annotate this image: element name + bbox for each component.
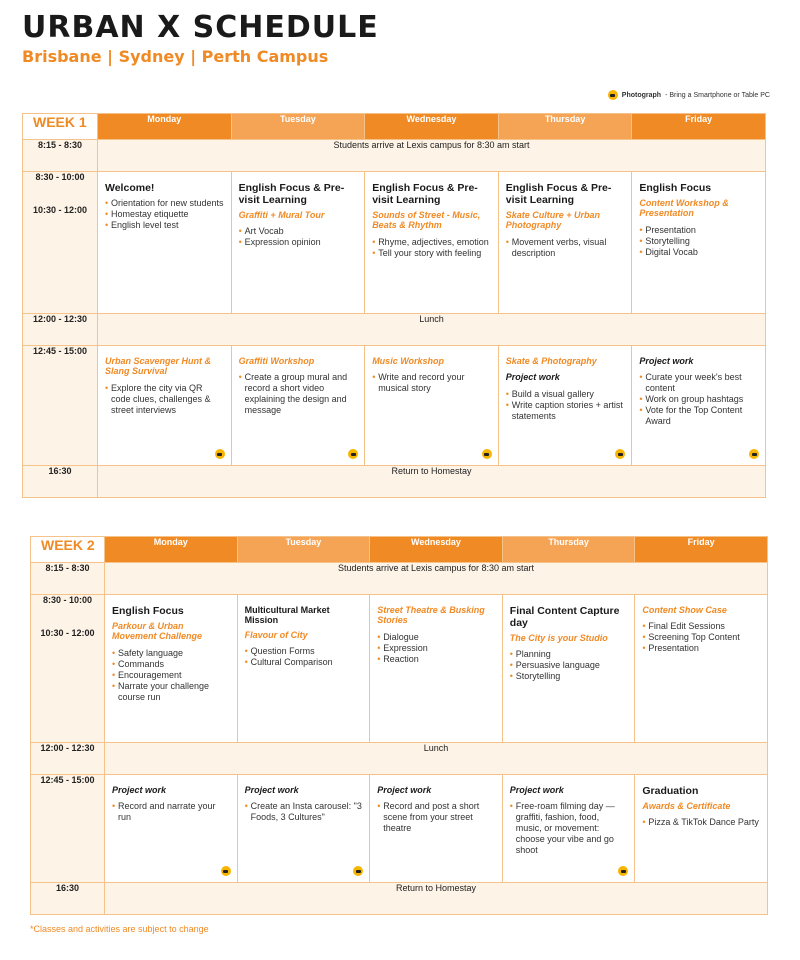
time-slot: 10:30 - 12:00 bbox=[40, 628, 95, 639]
week2-day-tuesday: Tuesday bbox=[237, 537, 370, 563]
cell-title: Welcome! bbox=[105, 182, 155, 194]
week1-return-time: 16:30 bbox=[23, 466, 98, 498]
cell-subtitle: Skate Culture + Urban Photography bbox=[505, 210, 601, 231]
week1-afternoon-cell bbox=[365, 346, 499, 466]
list-item: • Write caption stories + artist statements bbox=[506, 400, 625, 422]
cell-project: Project work bbox=[112, 785, 167, 795]
list-item: • Expression opinion bbox=[239, 237, 358, 248]
week2-label: WEEK 2 bbox=[31, 537, 105, 563]
week1-day-tuesday: Tuesday bbox=[231, 114, 365, 140]
week2-morning-cell bbox=[502, 595, 635, 743]
week2-morning-cell bbox=[635, 595, 768, 743]
week1-morning-cell bbox=[98, 172, 232, 314]
cell-title: English Focus & Pre-visit Learning bbox=[372, 182, 478, 207]
list-item: • Free-roam filming day — graffiti, fashion, food, music, or movement: choose your vibe and go shoot bbox=[510, 801, 628, 856]
week2-arrive-time: 8:15 - 8:30 bbox=[31, 563, 105, 595]
list-item: • Dialogue bbox=[377, 632, 495, 643]
week1-morning-cell bbox=[498, 172, 632, 314]
camera-icon bbox=[482, 449, 492, 459]
list-item: • Orientation for new students bbox=[105, 198, 224, 209]
cell-title: Final Content Capture day bbox=[509, 605, 620, 630]
list-item: • Reaction bbox=[377, 654, 495, 665]
week1-arrive-text: Students arrive at Lexis campus for 8:30 am start bbox=[98, 140, 766, 172]
camera-icon bbox=[618, 866, 628, 876]
week2-afternoon-cell bbox=[237, 775, 370, 883]
week2-morning-cell bbox=[237, 595, 370, 743]
week2-afternoon-cell bbox=[502, 775, 635, 883]
cell-subtitle: Street Theatre & Busking Stories bbox=[377, 605, 485, 626]
cell-subtitle: The City is your Studio bbox=[509, 633, 608, 644]
cell-title: English Focus bbox=[639, 182, 712, 194]
footer-note: *Classes and activities are subject to change bbox=[30, 924, 209, 934]
week1-label: WEEK 1 bbox=[23, 114, 98, 140]
list-item: • Planning bbox=[510, 649, 628, 660]
cell-subtitle: Skate & Photography bbox=[505, 356, 597, 366]
cell-subtitle: Parkour & Urban Movement Challenge bbox=[112, 621, 203, 642]
list-item: • Encouragement bbox=[112, 670, 230, 681]
week2-afternoon-cell bbox=[635, 775, 768, 883]
week2-lunch-text: Lunch bbox=[105, 743, 768, 775]
week2-schedule bbox=[30, 536, 768, 915]
week1-day-thursday: Thursday bbox=[498, 114, 632, 140]
week2-afternoon-cell bbox=[105, 775, 238, 883]
list-item: • Safety language bbox=[112, 648, 230, 659]
list-item: • Work on group hashtags bbox=[639, 394, 758, 405]
list-item: • Narrate your challenge course run bbox=[112, 681, 230, 703]
week1-afternoon-cell bbox=[98, 346, 232, 466]
week1-day-friday: Friday bbox=[632, 114, 766, 140]
cell-title: English Focus & Pre-visit Learning bbox=[238, 182, 345, 207]
week1-schedule bbox=[22, 113, 766, 498]
list-item: • English level test bbox=[105, 220, 224, 231]
legend-label: Photograph bbox=[621, 91, 662, 99]
cell-subtitle: Flavour of City bbox=[244, 629, 308, 640]
list-item: • Movement verbs, visual description bbox=[506, 237, 625, 259]
week1-day-wednesday: Wednesday bbox=[365, 114, 499, 140]
list-item: • Homestay etiquette bbox=[105, 209, 224, 220]
week2-day-friday: Friday bbox=[635, 537, 768, 563]
campus-subtitle: Brisbane | Sydney | Perth Campus bbox=[22, 47, 329, 66]
week2-afternoon-time: 12:45 - 15:00 bbox=[31, 775, 105, 883]
cell-project: Project work bbox=[639, 356, 694, 366]
legend-text: - Bring a Smartphone or Table PC bbox=[665, 91, 770, 99]
week1-return-text: Return to Homestay bbox=[98, 466, 766, 498]
time-slot: 10:30 - 12:00 bbox=[32, 205, 88, 216]
camera-icon bbox=[749, 449, 759, 459]
week1-lunch-time: 12:00 - 12:30 bbox=[23, 314, 98, 346]
week1-morning-time bbox=[23, 172, 98, 314]
cell-subtitle: Graffiti + Mural Tour bbox=[238, 210, 325, 221]
week2-lunch-time: 12:00 - 12:30 bbox=[31, 743, 105, 775]
list-item: • Final Edit Sessions bbox=[642, 621, 760, 632]
cell-project: Project work bbox=[505, 372, 560, 383]
cell-title: English Focus bbox=[112, 605, 184, 617]
week1-lunch-text: Lunch bbox=[98, 314, 766, 346]
cell-title: Graduation bbox=[642, 785, 699, 797]
list-item: • Storytelling bbox=[510, 671, 628, 682]
week2-day-thursday: Thursday bbox=[502, 537, 635, 563]
cell-project: Project work bbox=[244, 785, 299, 795]
list-item: • Record and narrate your run bbox=[112, 801, 230, 823]
week2-morning-cell bbox=[105, 595, 238, 743]
cell-title: Multicultural Market Mission bbox=[244, 605, 330, 626]
week1-afternoon-time: 12:45 - 15:00 bbox=[23, 346, 98, 466]
list-item: • Curate your week's best content bbox=[639, 372, 758, 394]
list-item: • Screening Top Content bbox=[642, 632, 760, 643]
week1-morning-cell bbox=[632, 172, 766, 314]
list-item: • Vote for the Top Content Award bbox=[639, 405, 758, 427]
week1-day-monday: Monday bbox=[98, 114, 232, 140]
camera-icon bbox=[615, 449, 625, 459]
list-item: • Create a group mural and record a short video explaining the design and message bbox=[239, 372, 358, 416]
week1-afternoon-cell bbox=[231, 346, 365, 466]
camera-icon bbox=[353, 866, 363, 876]
week1-morning-cell bbox=[365, 172, 499, 314]
list-item: • Tell your story with feeling bbox=[372, 248, 491, 259]
list-item: • Storytelling bbox=[639, 236, 758, 247]
list-item: • Pizza & TikTok Dance Party bbox=[642, 817, 760, 828]
week2-return-time: 16:30 bbox=[31, 883, 105, 915]
camera-icon bbox=[348, 449, 358, 459]
list-item: • Question Forms bbox=[245, 646, 363, 657]
list-item: • Explore the city via QR code clues, challenges & street interviews bbox=[105, 383, 224, 416]
cell-subtitle: Content Show Case bbox=[642, 605, 727, 615]
time-slot: 8:30 - 10:00 bbox=[42, 595, 93, 605]
list-item: • Expression bbox=[377, 643, 495, 654]
week1-morning-cell bbox=[231, 172, 365, 314]
week2-morning-cell bbox=[370, 595, 503, 743]
cell-subtitle: Music Workshop bbox=[372, 356, 445, 366]
week2-afternoon-cell bbox=[370, 775, 503, 883]
cell-subtitle: Awards & Certificate bbox=[642, 801, 731, 812]
list-item: • Art Vocab bbox=[239, 226, 358, 237]
week2-morning-time bbox=[31, 595, 105, 743]
list-item: • Record and post a short scene from your street theatre bbox=[377, 801, 495, 834]
list-item: • Write and record your musical story bbox=[372, 372, 491, 394]
week2-day-wednesday: Wednesday bbox=[370, 537, 503, 563]
photo-legend bbox=[608, 90, 770, 100]
week1-afternoon-cell bbox=[632, 346, 766, 466]
camera-icon bbox=[215, 449, 225, 459]
cell-subtitle: Sounds of Street - Music, Beats & Rhythm bbox=[372, 210, 481, 231]
list-item: • Presentation bbox=[639, 225, 758, 236]
cell-subtitle: Graffiti Workshop bbox=[238, 356, 315, 366]
week1-arrive-time: 8:15 - 8:30 bbox=[23, 140, 98, 172]
cell-title: English Focus & Pre-visit Learning bbox=[505, 182, 612, 207]
week2-return-text: Return to Homestay bbox=[105, 883, 768, 915]
week1-afternoon-cell bbox=[498, 346, 632, 466]
week2-arrive-text: Students arrive at Lexis campus for 8:30 am start bbox=[105, 563, 768, 595]
page-title: URBAN X SCHEDULE bbox=[22, 10, 379, 45]
time-slot: 8:30 - 10:00 bbox=[35, 172, 85, 182]
cell-subtitle: Content Workshop & Presentation bbox=[639, 198, 729, 219]
cell-project: Project work bbox=[377, 785, 432, 795]
list-item: • Digital Vocab bbox=[639, 247, 758, 258]
cell-project: Project work bbox=[509, 785, 564, 795]
list-item: • Presentation bbox=[642, 643, 760, 654]
week2-day-monday: Monday bbox=[105, 537, 238, 563]
list-item: • Cultural Comparison bbox=[245, 657, 363, 668]
cell-subtitle: Urban Scavenger Hunt & Slang Survival bbox=[105, 356, 212, 377]
list-item: • Rhyme, adjectives, emotion bbox=[372, 237, 491, 248]
camera-icon bbox=[221, 866, 231, 876]
list-item: • Build a visual gallery bbox=[506, 389, 625, 400]
list-item: • Persuasive language bbox=[510, 660, 628, 671]
camera-icon bbox=[608, 90, 618, 100]
list-item: • Create an Insta carousel: "3 Foods, 3 Cultures" bbox=[245, 801, 363, 823]
list-item: • Commands bbox=[112, 659, 230, 670]
